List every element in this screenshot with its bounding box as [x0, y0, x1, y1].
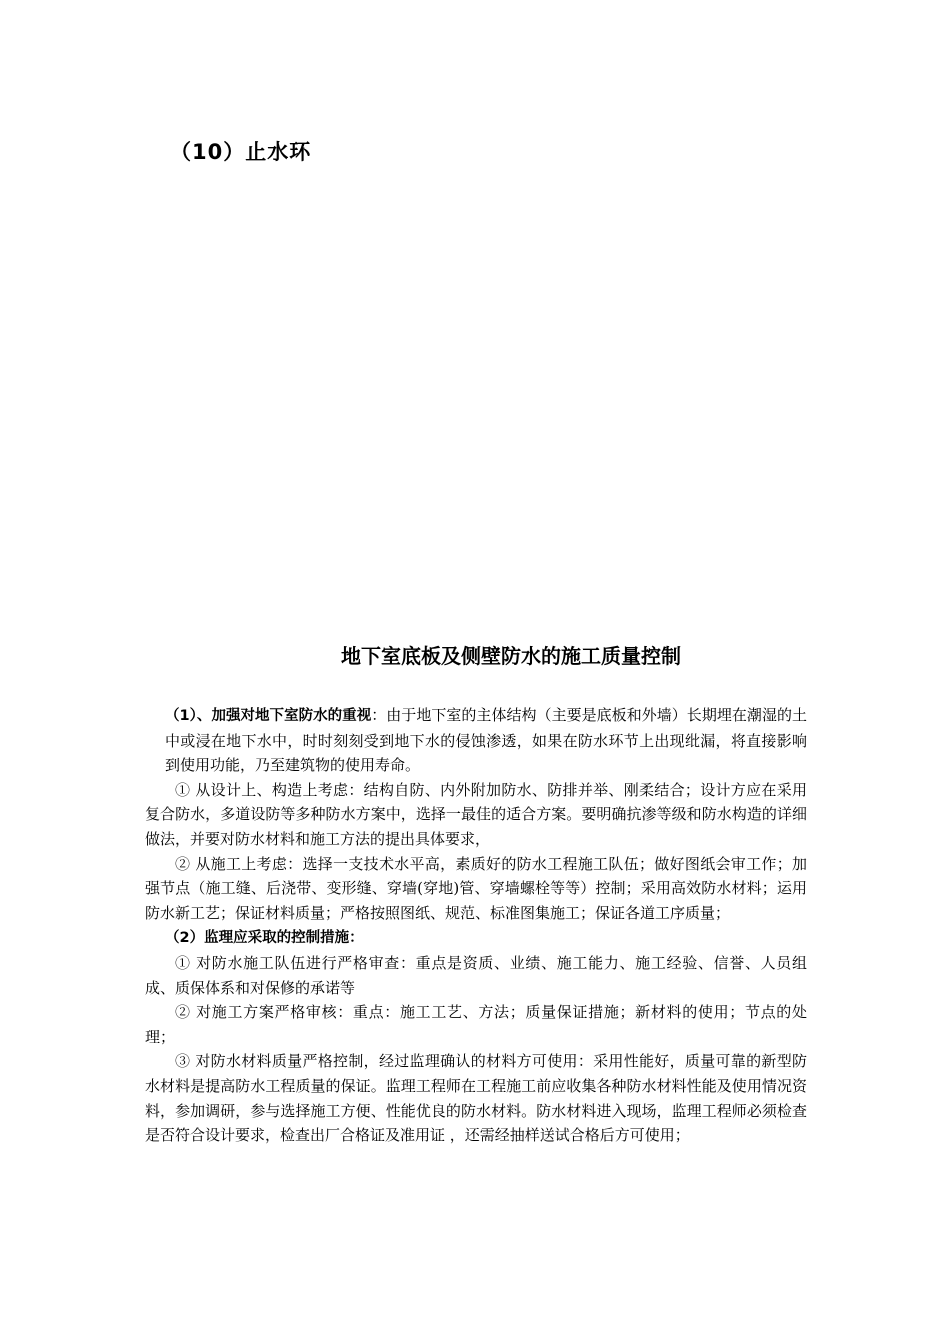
paragraph-5: ② 对施工方案严格审核：重点：施工工艺、方法；质量保证措施；新材料的使用；节点的处理； [145, 1003, 807, 1046]
document-title: 地下室底板及侧壁防水的施工质量控制 [341, 644, 681, 668]
paragraph-1 [145, 703, 807, 778]
body-text [145, 703, 807, 1148]
section-heading: （10）止水环 [170, 140, 312, 164]
paragraph-6: ③ 对防水材料质量严格控制，经过监理确认的材料方可使用：采用性能好，质量可靠的新型防水材料是提高防水工程质量的保证。监理工程师在工程施工前应收集各种防水材料性能及使用情况资料，参加调研，参与选择施工方便、性能优良的防水材料。防水材料进入现场，监理工程师必须检查是否符合设计要求，检查出厂合格证及准用证 ，还需经抽样送试合格后方可使用； [145, 1052, 807, 1145]
paragraph-2: ① 从设计上、构造上考虑：结构自防、内外附加防水、防排并举、刚柔结合；设计方应在采用复合防水，多道设防等多种防水方案中，选择一最佳的适合方案。要明确抗渗等级和防水构造的详细做法，并要对防水材料和施工方法的提出具体要求， [145, 780, 807, 848]
heading-2 [145, 925, 807, 951]
paragraph-1-text: ：由于地下室的主体结构（主要是底板和外墙）长期埋在潮湿的土中或浸在地下水中，时时刻刻受到地下水的侵蚀渗透，如果在防水环节上出现纰漏，将直接影响到使用功能，乃至建筑物的使用寿命。 [165, 706, 807, 775]
paragraph-3: ② 从施工上考虑：选择一支技术水平高，素质好的防水工程施工队伍；做好图纸会审工作；加强节点（施工缝、后浇带、变形缝、穿墙(穿地)管、穿墙螺栓等等）控制；采用高效防水材料；运用防水新工艺；保证材料质量；严格按照图纸、规范、标准图集施工；保证各道工序质量； [145, 854, 807, 922]
heading-2-text: （2）监理应采取的控制措施： [165, 930, 364, 947]
paragraph-4: ① 对防水施工队伍进行严格审查：重点是资质、业绩、施工能力、施工经验、信誉、人员组成、质保体系和对保修的承诺等 [145, 953, 807, 997]
paragraph-1-heading: （1）、加强对地下室防水的重视 [165, 708, 372, 724]
